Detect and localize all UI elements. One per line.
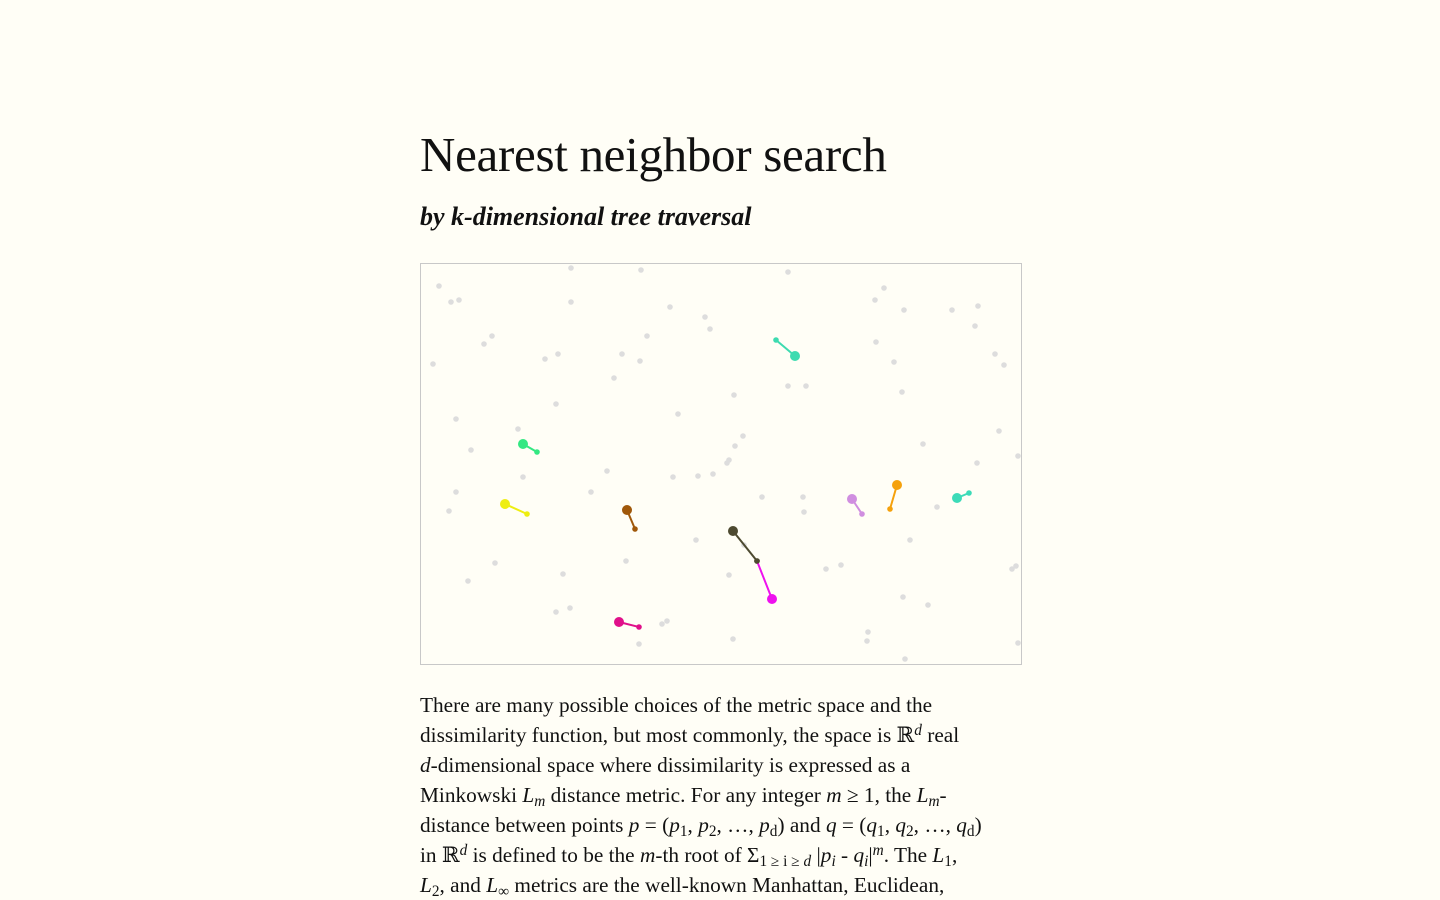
- background-point: [604, 468, 610, 474]
- background-point: [670, 474, 676, 480]
- background-point: [730, 636, 736, 642]
- neighbor-link: [757, 561, 772, 599]
- neighbor-pair: [847, 494, 865, 517]
- background-point: [436, 283, 442, 289]
- neighbor-pair: [887, 480, 902, 512]
- background-point: [707, 326, 713, 332]
- nearest-neighbor-point: [887, 506, 893, 512]
- background-point: [731, 392, 737, 398]
- background-point: [996, 428, 1002, 434]
- background-point: [785, 269, 791, 275]
- background-point: [992, 351, 998, 357]
- neighbor-pair: [754, 558, 777, 604]
- background-point: [974, 460, 980, 466]
- query-point: [518, 439, 528, 449]
- paragraph-line: Minkowski $L_m$ distance metric. For any integer m ≥ 1, the $L_m-$: [420, 783, 947, 810]
- background-point: [873, 339, 879, 345]
- background-point: [724, 460, 730, 466]
- nearest-neighbor-point: [636, 624, 642, 630]
- nearest-neighbor-point: [524, 511, 530, 517]
- background-point: [864, 638, 870, 644]
- background-point: [949, 307, 955, 313]
- background-point: [838, 562, 844, 568]
- background-point: [975, 303, 981, 309]
- background-point: [553, 609, 559, 615]
- query-point: [767, 594, 777, 604]
- background-point: [638, 267, 644, 273]
- background-point: [693, 537, 699, 543]
- background-point: [588, 489, 594, 495]
- background-point: [456, 297, 462, 303]
- background-point: [555, 351, 561, 357]
- nearest-neighbor-demo-canvas[interactable]: [420, 263, 1022, 665]
- background-point: [667, 304, 673, 310]
- background-point: [489, 333, 495, 339]
- nearest-neighbor-point: [632, 526, 638, 532]
- page-subtitle: by k-dimensional tree traversal: [420, 202, 752, 231]
- background-point: [446, 508, 452, 514]
- background-point: [623, 558, 629, 564]
- nearest-neighbor-point: [859, 511, 865, 517]
- query-point: [622, 505, 632, 515]
- neighbor-pair: [622, 505, 638, 532]
- neighbor-link: [733, 531, 757, 561]
- background-point: [542, 356, 548, 362]
- background-point: [468, 447, 474, 453]
- nearest-neighbor-point: [773, 337, 779, 343]
- background-point: [925, 602, 931, 608]
- background-point: [801, 509, 807, 515]
- background-point: [448, 299, 454, 305]
- neighbor-pair: [728, 526, 760, 564]
- background-point: [972, 323, 978, 329]
- background-point: [901, 307, 907, 313]
- background-point: [726, 572, 732, 578]
- background-point: [800, 494, 806, 500]
- background-point: [636, 641, 642, 647]
- paragraph-line: $L_2$, and $L_\infty$ metrics are the well-known Manhattan, Euclidean,: [420, 873, 945, 900]
- background-point: [659, 621, 665, 627]
- nearest-neighbor-point: [534, 449, 540, 455]
- query-point: [892, 480, 902, 490]
- nearest-neighbor-point: [754, 558, 760, 564]
- query-point: [790, 351, 800, 361]
- background-point: [1015, 640, 1021, 646]
- background-point: [568, 265, 574, 271]
- background-point: [907, 537, 913, 543]
- nearest-neighbor-point: [966, 490, 972, 496]
- background-point: [732, 443, 738, 449]
- background-point: [515, 426, 521, 432]
- background-point: [664, 618, 670, 624]
- background-point: [803, 383, 809, 389]
- background-point: [637, 358, 643, 364]
- background-point: [611, 375, 617, 381]
- background-point: [759, 494, 765, 500]
- background-point: [740, 433, 746, 439]
- background-point: [823, 566, 829, 572]
- paragraph-line: distance between points $p = (p_1$, $p_2$, …, $p_d$) and $q = (q_1$, $q_2$, …, $q_d$): [420, 813, 982, 840]
- background-point: [553, 401, 559, 407]
- background-point: [899, 389, 905, 395]
- query-point: [614, 617, 624, 627]
- paragraph-line: dissimilarity function, but most commonly, the space is ℝ$^d$ real: [420, 722, 960, 747]
- paragraph-line: d-dimensional space where dissimilarity is expressed as a: [420, 753, 911, 777]
- neighbor-pair: [773, 337, 800, 361]
- background-point: [453, 489, 459, 495]
- demo-plot[interactable]: [421, 264, 1021, 664]
- background-point: [702, 314, 708, 320]
- background-point: [865, 629, 871, 635]
- background-point: [520, 474, 526, 480]
- background-point: [891, 359, 897, 365]
- neighbor-pair: [952, 490, 972, 503]
- page-title: Nearest neighbor search: [420, 127, 887, 182]
- query-point: [500, 499, 510, 509]
- background-point: [492, 560, 498, 566]
- background-point: [644, 333, 650, 339]
- background-point: [872, 297, 878, 303]
- neighbor-pair: [518, 439, 540, 455]
- query-point: [847, 494, 857, 504]
- neighbor-pair: [500, 499, 530, 517]
- background-point: [695, 473, 701, 479]
- query-point: [728, 526, 738, 536]
- query-point: [952, 493, 962, 503]
- background-point: [430, 361, 436, 367]
- background-point: [481, 341, 487, 347]
- paragraph-line: There are many possible choices of the metric space and the: [420, 693, 933, 717]
- background-point: [1001, 362, 1007, 368]
- background-point: [1015, 453, 1021, 459]
- paragraph-line: in ℝ$^d$ is defined to be the m-th root of $\Sigma_{1 \ge i \ge}$ $_d$ $|p_i - q_i|^m$. The $L_1$,: [420, 842, 958, 870]
- article-paragraph: [420, 690, 1020, 900]
- background-point: [560, 571, 566, 577]
- background-point: [881, 285, 887, 291]
- background-point: [902, 656, 908, 662]
- background-point: [934, 504, 940, 510]
- background-point: [619, 351, 625, 357]
- background-point: [1009, 566, 1015, 572]
- background-point: [465, 578, 471, 584]
- background-point: [567, 605, 573, 611]
- neighbor-pair: [614, 617, 642, 630]
- background-point: [900, 594, 906, 600]
- background-point: [675, 411, 681, 417]
- background-point: [920, 441, 926, 447]
- background-point: [453, 416, 459, 422]
- background-point: [785, 383, 791, 389]
- background-point: [568, 299, 574, 305]
- background-point: [710, 471, 716, 477]
